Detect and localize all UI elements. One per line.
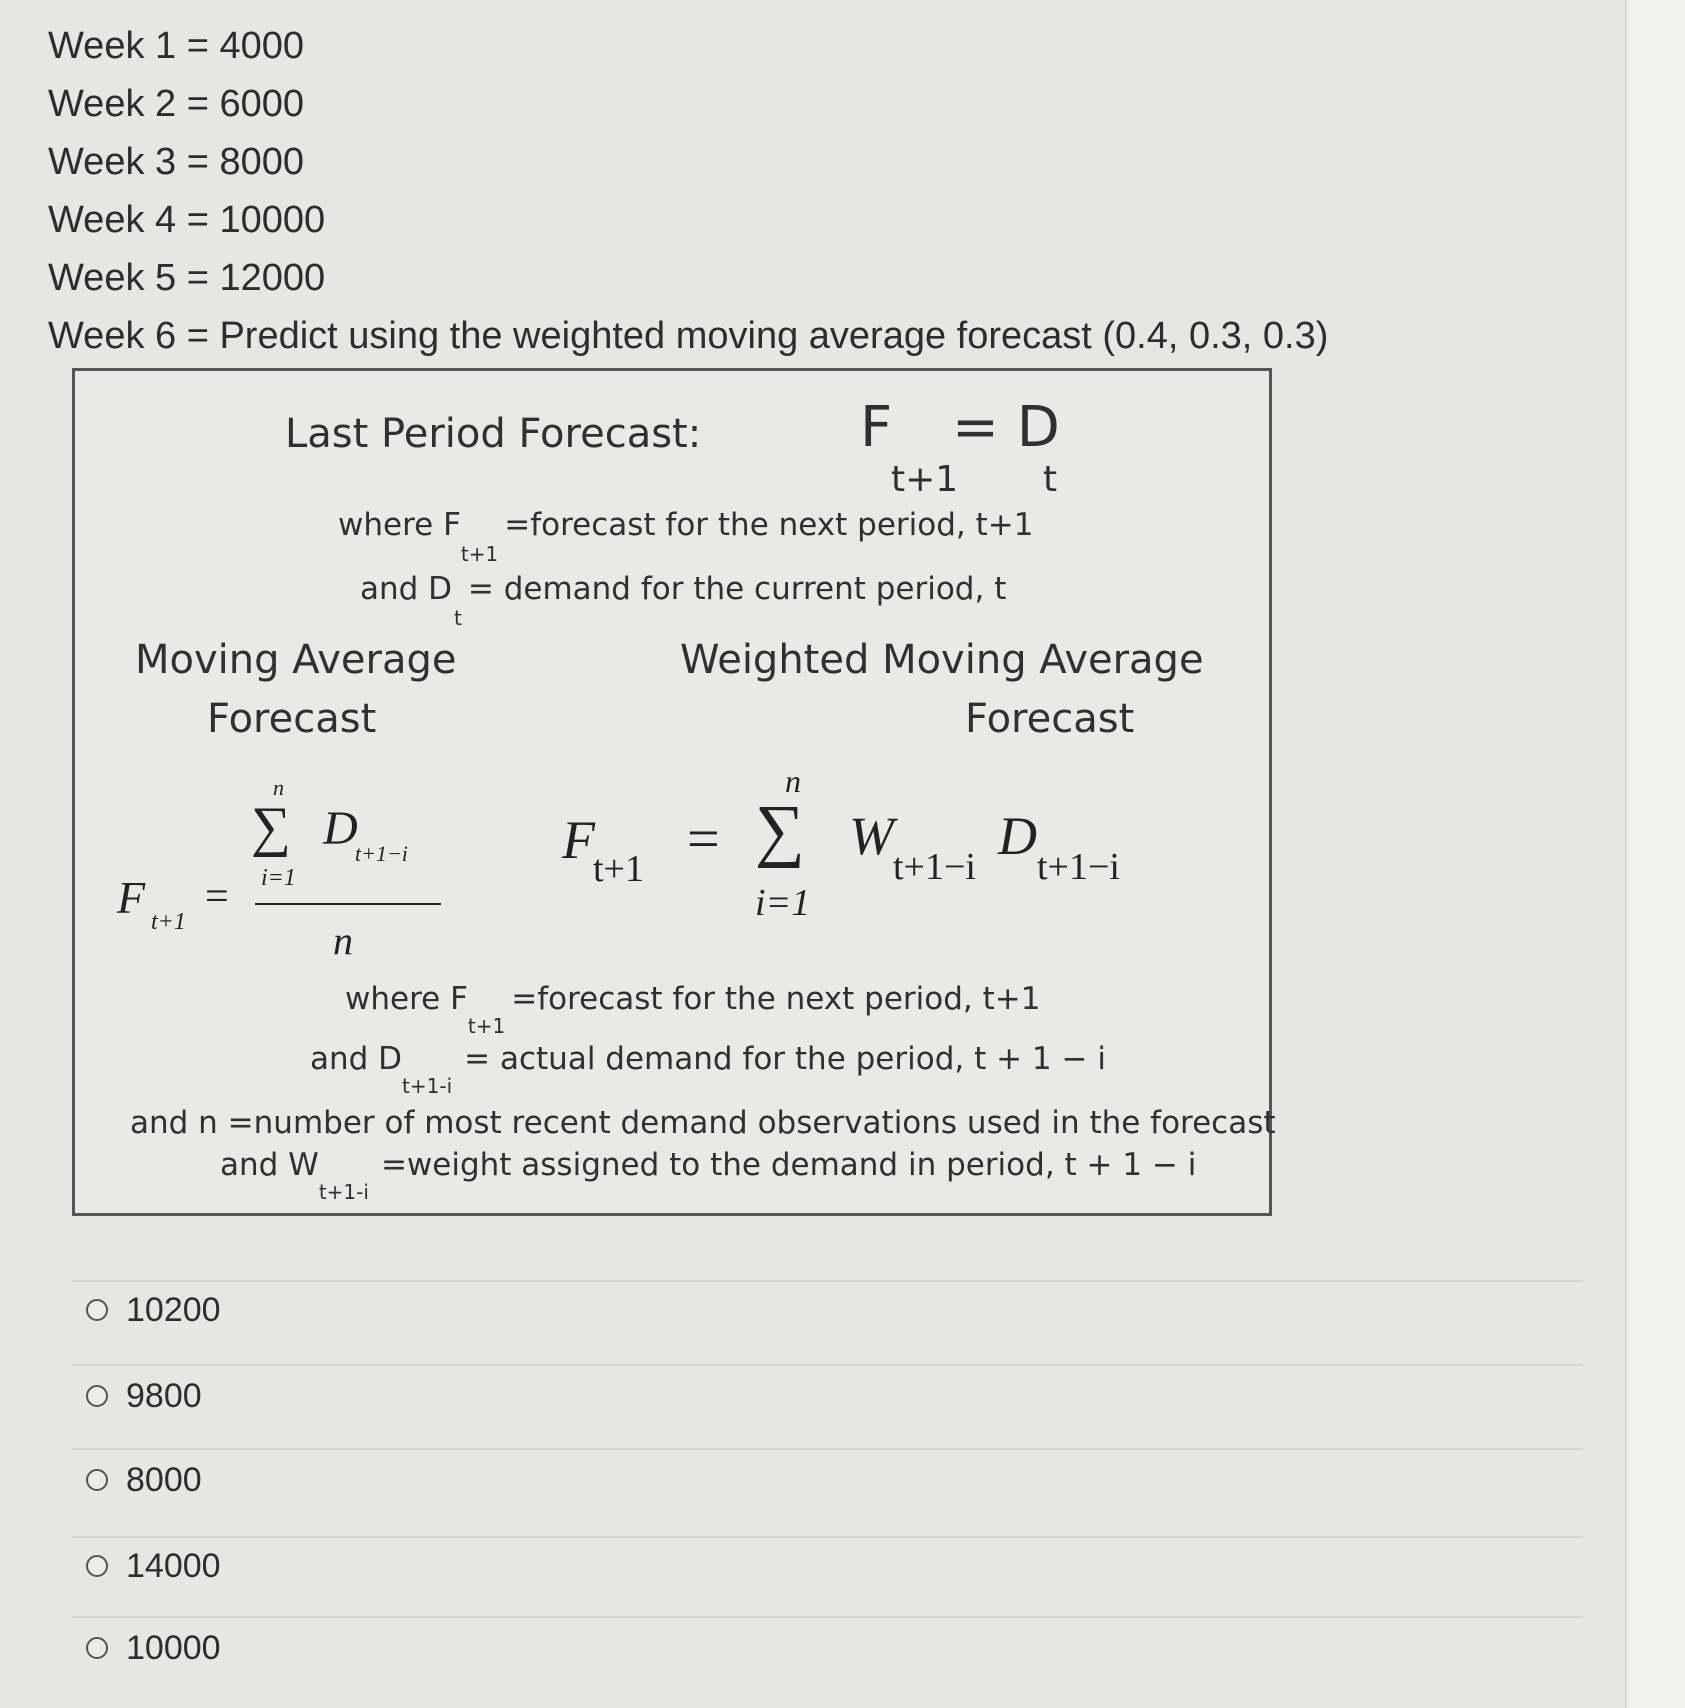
wma-title-2: Forecast bbox=[965, 696, 1135, 742]
week-line-5: Week 5 = 12000 bbox=[48, 257, 326, 299]
ma-D-sub: t+1−i bbox=[355, 841, 408, 866]
def-line-1 bbox=[345, 981, 1041, 1038]
radio-button[interactable] bbox=[86, 1299, 108, 1321]
def-1-sub: t+1 bbox=[467, 1014, 506, 1038]
def-line-4 bbox=[220, 1147, 1197, 1204]
ma-sigma: ∑ bbox=[251, 796, 291, 858]
wma-sigma-lower: i=1 bbox=[755, 882, 811, 924]
def-line-2 bbox=[310, 1041, 1106, 1098]
wma-eq: = bbox=[687, 806, 720, 871]
def-2-pre: and D bbox=[310, 1041, 403, 1077]
option-separator bbox=[72, 1536, 1582, 1538]
ma-eq: = bbox=[205, 874, 229, 920]
option-label: 9800 bbox=[126, 1376, 202, 1415]
lp-and-post: = demand for the current period, t bbox=[467, 571, 1007, 607]
forecast-formula-figure bbox=[72, 368, 1276, 1216]
def-line-3: and n =number of most recent demand observations used in the forecast bbox=[130, 1105, 1276, 1141]
week-line-6: Week 6 = Predict using the weighted moving average forecast (0.4, 0.3, 0.3) bbox=[48, 315, 1329, 357]
def-4-pre: and W bbox=[220, 1147, 319, 1183]
option-label: 8000 bbox=[126, 1460, 202, 1499]
week-line-2: Week 2 = 6000 bbox=[48, 83, 304, 125]
ma-D: D bbox=[323, 802, 358, 855]
wma-W-sub: t+1−i bbox=[893, 846, 976, 888]
wma-sigma: ∑ bbox=[755, 792, 805, 869]
last-period-label: Last Period Forecast: bbox=[285, 411, 702, 457]
ma-denominator: n bbox=[333, 918, 353, 963]
option-label: 10000 bbox=[126, 1628, 221, 1667]
lp-and-pre: and D bbox=[360, 571, 453, 607]
ma-sigma-lower: i=1 bbox=[261, 865, 296, 891]
lp-and-line bbox=[360, 571, 1007, 630]
week-line-1: Week 1 = 4000 bbox=[48, 25, 304, 67]
option-separator bbox=[72, 1616, 1582, 1618]
def-4-post: =weight assigned to the demand in period, t + 1 − i bbox=[380, 1147, 1197, 1183]
radio-button[interactable] bbox=[86, 1555, 108, 1577]
option-separator bbox=[72, 1364, 1582, 1366]
answer-option-2[interactable] bbox=[86, 1376, 202, 1416]
ma-fraction-bar bbox=[255, 903, 441, 905]
lp-where-line bbox=[338, 507, 1034, 566]
radio-button[interactable] bbox=[86, 1637, 108, 1659]
lp-where-pre: where F bbox=[338, 507, 461, 543]
ma-title-2: Forecast bbox=[207, 696, 377, 742]
answer-option-4[interactable] bbox=[86, 1546, 221, 1586]
option-label: 14000 bbox=[126, 1546, 221, 1585]
wma-lhs-sub: t+1 bbox=[593, 848, 644, 890]
wma-W: W bbox=[849, 806, 894, 866]
wma-title-1: Weighted Moving Average bbox=[680, 637, 1204, 683]
last-period-sub-t1: t+1 bbox=[891, 459, 959, 500]
def-2-post: = actual demand for the period, t + 1 − i bbox=[464, 1041, 1106, 1077]
wma-sigma-upper: n bbox=[785, 763, 801, 799]
wma-D: D bbox=[998, 806, 1037, 866]
answer-option-3[interactable] bbox=[86, 1460, 202, 1500]
ma-title-1: Moving Average bbox=[135, 637, 457, 683]
lp-and-sub: t bbox=[454, 606, 462, 630]
ma-sigma-upper: n bbox=[273, 775, 284, 800]
last-period-eq-D: = D bbox=[952, 395, 1060, 460]
def-1-post: =forecast for the next period, t+1 bbox=[511, 981, 1041, 1017]
last-period-F: F bbox=[860, 395, 893, 460]
def-4-sub: t+1-i bbox=[318, 1180, 369, 1204]
option-separator bbox=[72, 1280, 1582, 1282]
page-right-edge bbox=[1625, 0, 1685, 1708]
wma-D-sub: t+1−i bbox=[1037, 846, 1120, 888]
lp-where-post: =forecast for the next period, t+1 bbox=[504, 507, 1034, 543]
wma-lhs-F: F bbox=[562, 810, 595, 870]
def-2-sub: t+1-i bbox=[402, 1074, 453, 1098]
week-line-3: Week 3 = 8000 bbox=[48, 141, 304, 183]
option-label: 10200 bbox=[126, 1290, 221, 1329]
answer-option-1[interactable] bbox=[86, 1290, 221, 1330]
radio-button[interactable] bbox=[86, 1469, 108, 1491]
lp-where-sub: t+1 bbox=[460, 542, 499, 566]
ma-lhs-F: F bbox=[117, 872, 146, 923]
last-period-sub-t: t bbox=[1043, 459, 1058, 500]
radio-button[interactable] bbox=[86, 1385, 108, 1407]
option-separator bbox=[72, 1448, 1582, 1450]
week-line-4: Week 4 = 10000 bbox=[48, 199, 326, 241]
answer-option-5[interactable] bbox=[86, 1628, 221, 1668]
def-1-pre: where F bbox=[345, 981, 468, 1017]
ma-lhs-sub: t+1 bbox=[151, 909, 186, 935]
